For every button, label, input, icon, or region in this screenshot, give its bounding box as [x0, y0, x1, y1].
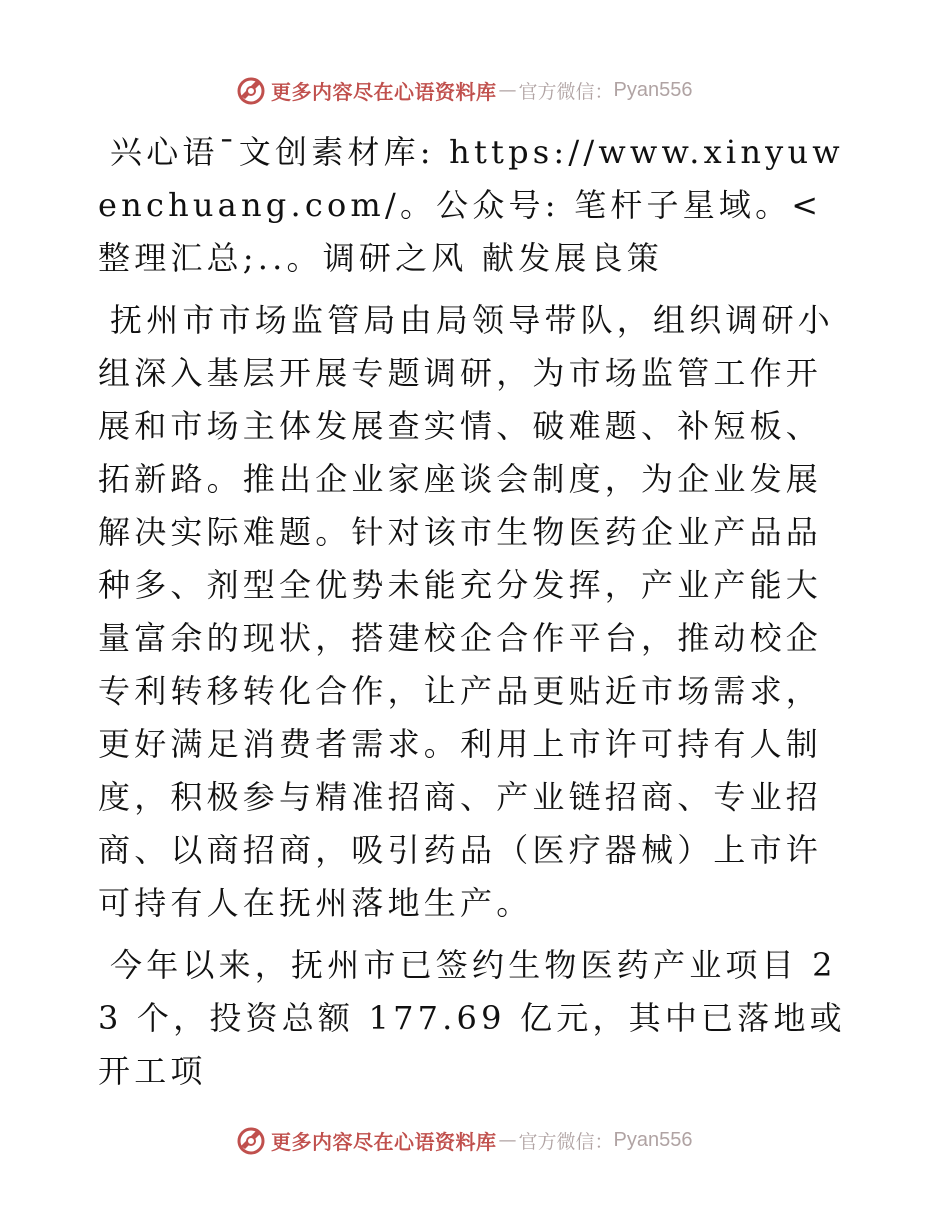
banner-dash: —	[498, 1129, 517, 1151]
paragraph-main: 抚州市市场监管局由局领导带队，组织调研小组深入基层开展专题调研，为市场监管工作开展和市场主体发展查实情、破难题、补短板、拓新路。推出企业家座谈会制度，为企业发展解决实际难题。针对该市生物医药企业产品品种多、剂型全优势未能充分发挥，产业产能大量富余的现状，搭建校企合作平台，推动校企专利转移转化合作，让产品更贴近市场需求，更好满足消费者需求。利用上市许可持有人制度，积极参与精准招商、产业链招商、专业招商、以商招商，吸引药品（医疗器械）上市许可持有人在抚州落地生产。	[98, 301, 835, 922]
brand-logo-icon	[235, 74, 267, 106]
banner-title: 更多内容尽在心语资料库	[271, 79, 497, 104]
banner-official-label: 官方微信：	[518, 1130, 614, 1153]
brand-logo-icon	[235, 1124, 267, 1156]
paragraph-intro: 兴心语¯文创素材库: https://www.xinyuwenchuang.com/。公众号: 笔杆子星域。<整理汇总;..。调研之风 献发展良策	[98, 133, 844, 277]
banner-wechat-id: Pyan556	[613, 1128, 693, 1151]
banner-official-label: 官方微信：	[518, 80, 614, 103]
banner-dash: —	[498, 79, 517, 101]
banner-title: 更多内容尽在心语资料库	[271, 1129, 497, 1154]
document-body	[98, 126, 858, 1107]
paragraph-stats: 今年以来，抚州市已签约生物医药产业项目 23 个，投资总额 177.69 亿元，其中已落地或开工项	[98, 946, 846, 1090]
header-watermark-banner	[235, 72, 692, 108]
footer-watermark-banner	[235, 1122, 692, 1158]
banner-wechat-id: Pyan556	[613, 78, 693, 101]
